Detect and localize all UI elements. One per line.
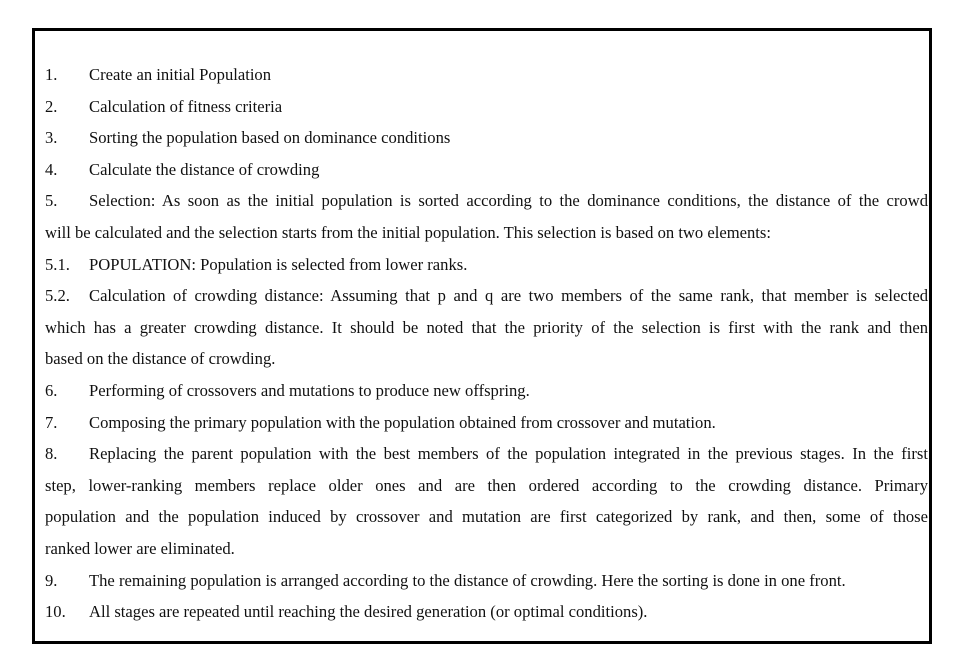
step-1: [45, 59, 928, 91]
step-text: which has a greater crowding distance. It should be noted that the priority of the selection is first with the rank and then: [45, 317, 928, 337]
step-5-2-continuation: [45, 312, 928, 344]
step-5-1: [45, 249, 928, 281]
step-text: POPULATION: Population is selected from lower ranks.: [89, 254, 468, 274]
step-text: population and the population induced by crossover and mutation are first categorized by rank, and then, some of those: [45, 507, 928, 527]
step-text: Replacing the parent population with the best members of the population integrated in the previous stages. In the first: [89, 444, 928, 464]
step-number: 8.: [45, 444, 58, 464]
step-9: [45, 565, 928, 597]
step-number: 2.: [45, 96, 58, 116]
step-text: Performing of crossovers and mutations to produce new offspring.: [89, 380, 530, 400]
step-number: 4.: [45, 159, 58, 179]
step-text: Composing the primary population with the population obtained from crossover and mutation.: [89, 412, 716, 432]
step-number: 5.: [45, 191, 58, 211]
step-6: [45, 375, 928, 407]
step-text: will be calculated and the selection starts from the initial population. This selection is based on two elements:: [45, 222, 771, 242]
step-5-continuation: [45, 217, 928, 249]
step-3: [45, 122, 928, 154]
step-number: 3.: [45, 128, 58, 148]
step-number: 9.: [45, 570, 58, 590]
step-number: 5.1.: [45, 254, 70, 274]
step-text: All stages are repeated until reaching the desired generation (or optimal conditions).: [89, 602, 648, 622]
step-8-continuation: [45, 501, 928, 533]
step-text: Calculation of crowding distance: Assuming that p and q are two members of the same rank, that member is selected: [89, 286, 928, 306]
step-text: Selection: As soon as the initial population is sorted according to the dominance conditions, the distance of the crowd: [89, 191, 928, 211]
step-number: 10.: [45, 602, 66, 622]
step-text: Sorting the population based on dominance conditions: [89, 128, 451, 148]
step-text: The remaining population is arranged according to the distance of crowding. Here the sorting is done in one front.: [89, 570, 846, 590]
step-7: [45, 407, 928, 439]
step-text: Calculate the distance of crowding: [89, 159, 320, 179]
step-8-continuation: [45, 470, 928, 502]
step-2: [45, 91, 928, 123]
step-number: 6.: [45, 380, 58, 400]
step-5-2: [45, 280, 928, 312]
step-10: [45, 596, 928, 628]
algorithm-steps: [45, 59, 928, 628]
step-8: [45, 438, 928, 470]
step-number: 7.: [45, 412, 58, 432]
step-5: [45, 185, 928, 217]
step-text: ranked lower are eliminated.: [45, 538, 235, 558]
algorithm-box: [32, 28, 932, 644]
step-text: Create an initial Population: [89, 65, 272, 84]
step-8-continuation: [45, 533, 928, 565]
step-text: based on the distance of crowding.: [45, 349, 276, 369]
step-number: 1.: [45, 65, 58, 84]
step-text: step, lower-ranking members replace older ones and are then ordered according to the crowding distance. Primary: [45, 475, 928, 495]
step-text: Calculation of fitness criteria: [89, 96, 283, 116]
step-4: [45, 154, 928, 186]
step-number: 5.2.: [45, 286, 70, 306]
step-5-2-continuation: [45, 343, 928, 375]
